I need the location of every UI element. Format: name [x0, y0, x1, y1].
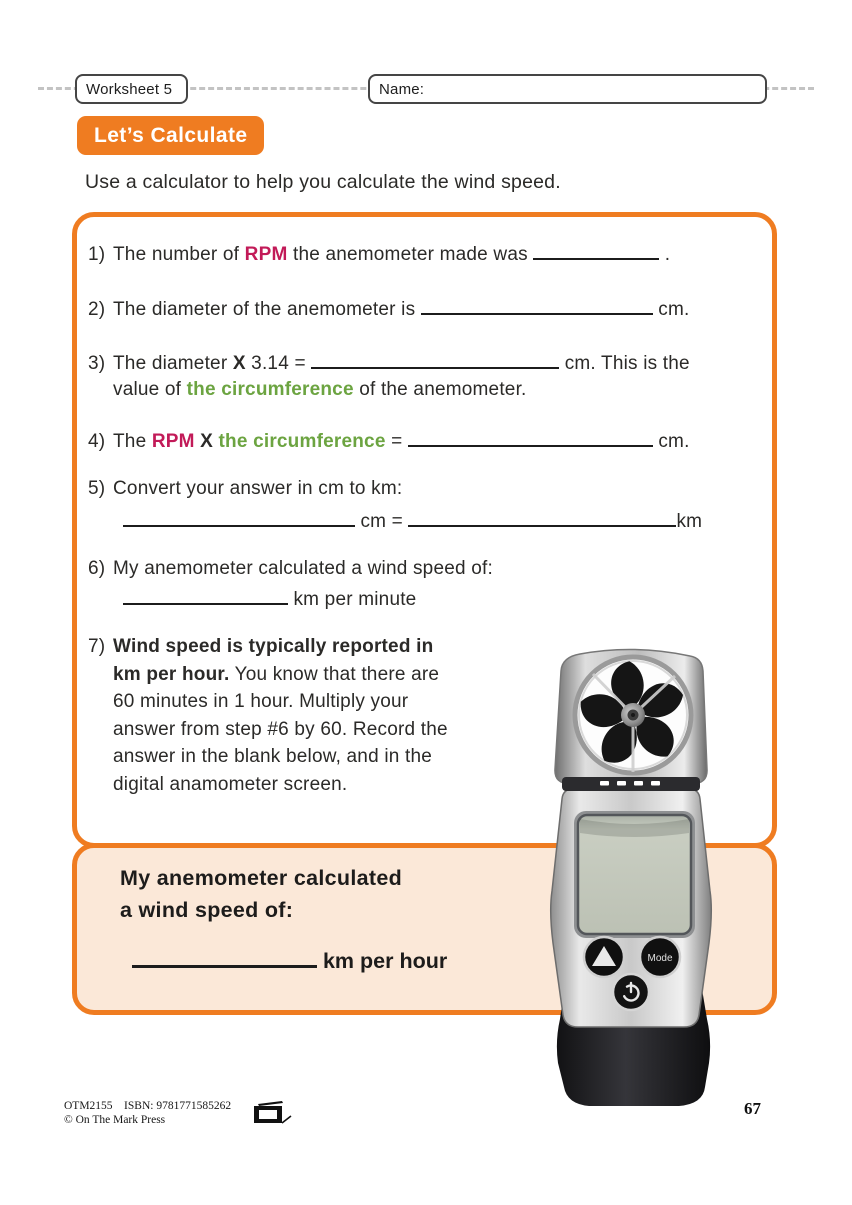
question-1: [88, 243, 670, 266]
housing-band: [562, 777, 700, 791]
question-4-equals: =: [385, 431, 408, 452]
result-line2: a wind speed of:: [120, 898, 294, 922]
photocopier-icon: [248, 1096, 296, 1130]
question-7-text: [113, 633, 460, 798]
name-field[interactable]: [368, 74, 767, 104]
circumference-highlight: the circumference: [218, 431, 386, 452]
question-5-text: Convert your answer in cm to km:: [113, 478, 403, 499]
question-3-text2: 3.14 =: [245, 353, 312, 374]
question-6-line1: [88, 558, 493, 580]
question-2-text: The diameter of the anemometer is: [113, 299, 421, 320]
question-6-line2: [123, 588, 416, 611]
multiply-x: X: [194, 431, 219, 452]
page-number: 67: [744, 1099, 761, 1118]
rpm-highlight: RPM: [244, 244, 288, 265]
question-3-text5: of the anemometer.: [353, 379, 527, 400]
question-3-text3: cm. This is the: [559, 353, 690, 374]
answer-blank-q5-cm[interactable]: [123, 510, 355, 527]
mode-button-label: Mode: [647, 953, 673, 964]
question-2: [88, 298, 689, 321]
question-5-number: 5): [88, 478, 106, 499]
circumference-highlight: the circumference: [186, 379, 354, 400]
question-4-text: The: [113, 431, 152, 452]
answer-blank-q4[interactable]: [408, 430, 653, 447]
question-7-rest: You know that there are 60 minutes in 1 hour. Multiply your answer from step #6 by 60. Record the answer in the blank below, and in the digital anamometer screen.: [113, 663, 448, 795]
question-6-number: 6): [88, 558, 106, 579]
question-5-unit: km: [676, 511, 703, 532]
multiply-x: X: [232, 353, 246, 374]
question-6-unit: km per minute: [288, 589, 417, 610]
question-1-period: .: [659, 244, 671, 265]
question-1-text: The number of: [113, 244, 245, 265]
worksheet-number-label: Worksheet 5: [86, 80, 173, 98]
footer-product-code: OTM2155 ISBN: 9781771585262: [64, 1100, 232, 1112]
footer-copyright: © On The Mark Press: [64, 1114, 166, 1126]
question-5-line2: [123, 510, 702, 533]
rpm-highlight: RPM: [151, 431, 195, 452]
answer-blank-q2[interactable]: [421, 298, 653, 315]
question-2-unit: cm.: [652, 299, 690, 320]
question-6-text: My anemometer calculated a wind speed of:: [113, 558, 493, 579]
result-line1: My anemometer calculated: [120, 866, 403, 890]
question-4-number: 4): [88, 431, 106, 452]
answer-blank-q6[interactable]: [123, 588, 288, 605]
answer-blank-q1[interactable]: [533, 243, 659, 260]
answer-blank-q5-km[interactable]: [408, 510, 676, 527]
name-field-label: Name:: [379, 80, 425, 98]
question-7: [88, 633, 460, 798]
question-4-unit: cm.: [652, 431, 690, 452]
anemometer-image: [540, 641, 772, 1111]
question-3-line1: [88, 352, 690, 375]
question-3-line2: [113, 379, 527, 401]
result-answer-line: [132, 948, 447, 974]
worksheet-number-box: [75, 74, 188, 104]
question-2-number: 2): [88, 299, 106, 320]
answer-blank-km-per-hour[interactable]: [132, 948, 317, 968]
answer-blank-q3[interactable]: [311, 352, 559, 369]
fan-housing: [555, 649, 707, 791]
result-unit: km per hour: [317, 949, 448, 973]
question-1-text2: the anemometer made was: [287, 244, 534, 265]
question-5-mid: cm =: [355, 511, 409, 532]
question-3-text: The diameter: [113, 353, 233, 374]
question-3-number: 3): [88, 353, 106, 374]
question-4: [88, 430, 690, 453]
intro-text: Use a calculator to help you calculate the wind speed.: [85, 171, 561, 193]
title-badge: [77, 116, 264, 155]
question-1-number: 1): [88, 244, 106, 265]
title-badge-label: Let’s Calculate: [94, 123, 248, 147]
question-3-text4: value of: [113, 379, 187, 400]
question-5-line1: [88, 478, 402, 500]
question-7-number: 7): [88, 636, 106, 657]
question-7-bold: Wind speed is typically reported in km per hour.: [113, 636, 434, 685]
